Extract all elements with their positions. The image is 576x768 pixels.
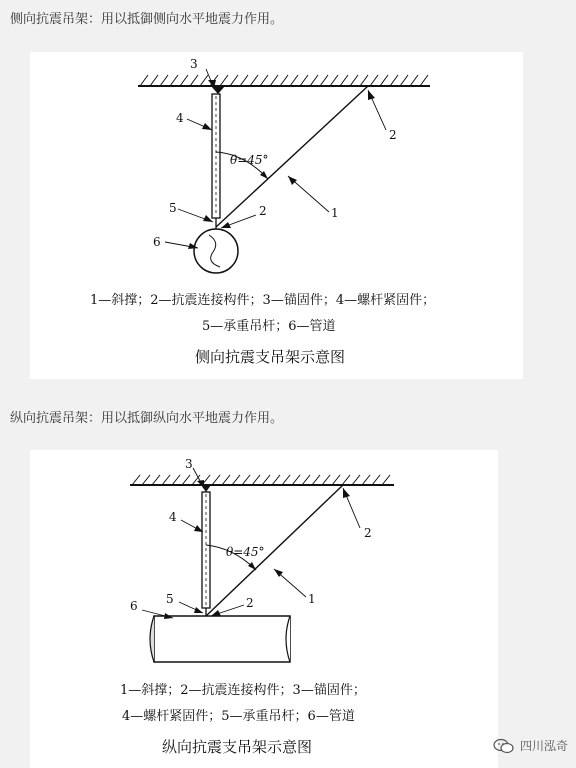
label-2-top: 2 bbox=[389, 128, 397, 142]
label-3: 3 bbox=[185, 457, 193, 471]
label-5: 5 bbox=[166, 592, 174, 606]
legend-line-2: 4—螺杆紧固件；5—承重吊杆；6—管道 bbox=[122, 709, 355, 724]
angle-label: θ=45° bbox=[226, 545, 265, 559]
pipe bbox=[194, 229, 238, 273]
label-1: 1 bbox=[331, 206, 339, 220]
label-4: 4 bbox=[176, 111, 184, 125]
label-3: 3 bbox=[190, 57, 198, 71]
diagram-panel-lateral bbox=[30, 52, 523, 379]
ceiling bbox=[138, 75, 430, 86]
anchor bbox=[211, 86, 225, 94]
label-2-connector: 2 bbox=[246, 596, 254, 610]
longitudinal-hanger-diagram bbox=[30, 450, 498, 768]
ceiling bbox=[130, 475, 394, 485]
label-1: 1 bbox=[308, 592, 316, 606]
lateral-hanger-diagram bbox=[30, 52, 523, 379]
wechat-icon bbox=[493, 738, 515, 754]
caption-lateral: 侧向抗震吊架：用以抵御侧向水平地震力作用。 bbox=[10, 12, 284, 27]
pipe bbox=[150, 616, 298, 662]
diagram-title-longitudinal: 纵向抗震支吊架示意图 bbox=[162, 738, 313, 756]
label-4: 4 bbox=[169, 510, 177, 524]
label-6: 6 bbox=[153, 235, 161, 249]
angle-label: θ=45° bbox=[230, 153, 269, 167]
watermark-text: 四川泓奇 bbox=[519, 739, 568, 753]
label-2-connector: 2 bbox=[259, 204, 267, 218]
legend-line-2: 5—承重吊杆；6—管道 bbox=[202, 319, 336, 334]
label-6: 6 bbox=[130, 599, 138, 613]
caption-longitudinal: 纵向抗震吊架：用以抵御纵向水平地震力作用。 bbox=[10, 411, 284, 426]
diagram-title-lateral: 侧向抗震支吊架示意图 bbox=[195, 348, 346, 366]
label-2-top: 2 bbox=[364, 526, 372, 540]
watermark bbox=[493, 737, 568, 754]
legend-line-1: 1—斜撑；2—抗震连接构件；3—锚固件；4—螺杆紧固件； bbox=[90, 293, 436, 308]
diagram-panel-longitudinal bbox=[30, 450, 498, 768]
label-5: 5 bbox=[169, 201, 177, 215]
legend-line-1: 1—斜撑；2—抗震连接构件；3—锚固件； bbox=[120, 683, 366, 698]
